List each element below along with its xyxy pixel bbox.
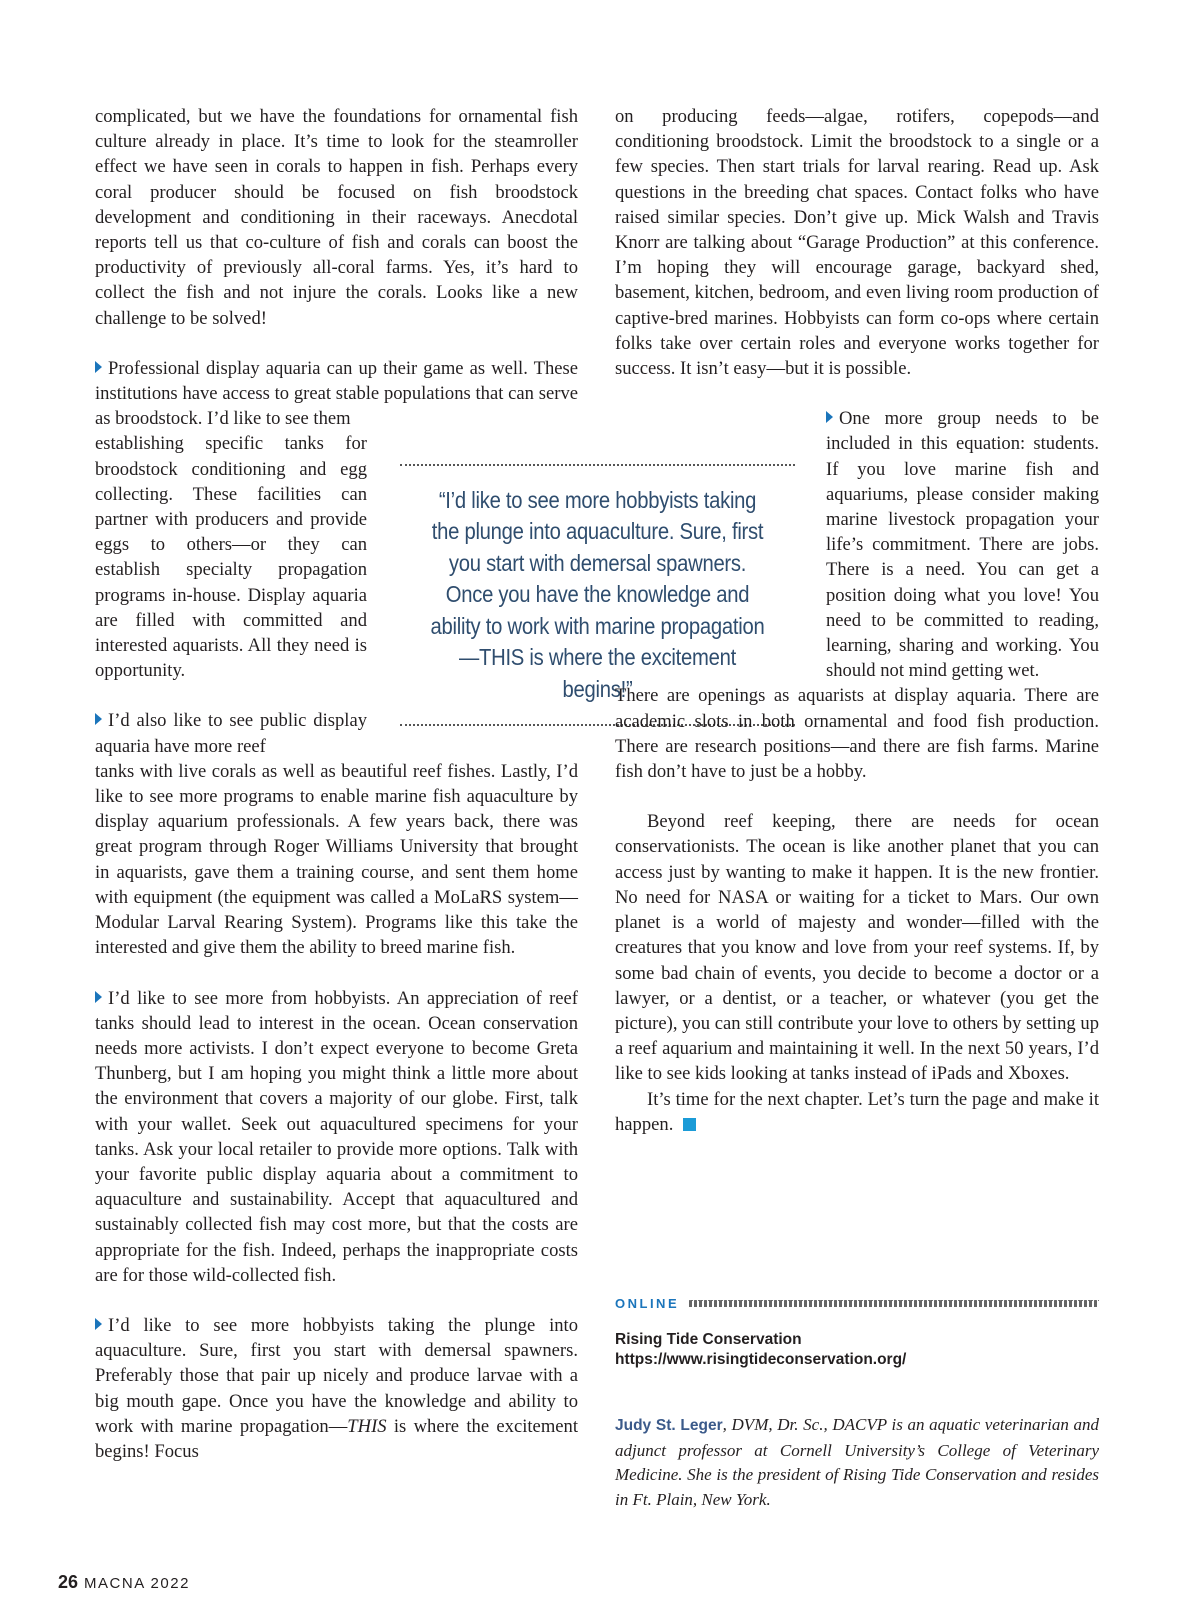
page-folio bbox=[58, 1572, 190, 1593]
bullet-icon bbox=[826, 411, 833, 423]
right-column bbox=[615, 104, 1099, 1137]
left-paragraph-3-narrow: I’d also like to see public display aquaria have more reef bbox=[95, 710, 367, 757]
link-title: Rising Tide Conservation bbox=[615, 1331, 802, 1348]
left-paragraph-4: I’d like to see more from hobbyists. An appreciation of reef tanks should lead to interest in the ocean. Ocean conservation needs more activists. I don’t expect everyone to become Greta Thunberg, but I am hoping you might think a little more about the environment that covers a majority of our globe. First, talk with your wallet. Seek out aquacultured specimens for your tanks. Ask your local retailer to provide more options. Talk with your favorite public display aquaria about a commitment to aquaculture and sustainability. Accept that aquacultured and sustainably collected fish may cost more, but that the costs are appropriate for the fish. Indeed, perhaps the inappropriate costs are for those wild-collected fish. bbox=[95, 987, 578, 1286]
left-paragraph-1: complicated, but we have the foundations for ornamental fish culture already in place. It’s time to look for the steamroller effect we have seen in corals to happen in fish. Perhaps every coral producer should be focused on fish broodstock development and conditioning in their raceways. Anecdotal reports tell us that co-culture of fish and corals can boost the productivity of previously all-coral farms. Yes, it’s hard to collect the fish and not injure the corals. Looks like a new challenge to be solved! bbox=[95, 106, 578, 329]
page-number: 26 bbox=[58, 1572, 79, 1592]
online-section-header bbox=[615, 1296, 1099, 1311]
left-paragraph-2-narrow: establishing specific tanks for broodstock conditioning and egg collecting. These facilities can partner with producers and provide eggs to others—or they can establish specialty propagation programs in-house. Display aquaria are filled with committed and interested aquarists. All they need is opportunity. bbox=[95, 433, 367, 682]
pull-quote-text: “I’d like to see more hobbyists taking the plunge into aquaculture. Sure, first you start with demersal spawners. Once you have the knowledge and ability to work with marine propagation—THIS is where the excitement begins!” bbox=[430, 486, 765, 702]
bullet-icon bbox=[95, 361, 102, 373]
author-bio: Judy St. Leger, DVM, Dr. Sc., DACVP is an aquatic veterinarian and adjunct professor at Cornell University’s College of Veterinary Medicine. She is the president of Rising Tide Conservation and resides in Ft. Plain, New York. bbox=[615, 1415, 1099, 1509]
bullet-icon bbox=[95, 991, 102, 1003]
end-mark-icon bbox=[683, 1118, 696, 1131]
right-paragraph-1: on producing feeds—algae, rotifers, copepods—and conditioning broodstock. Limit the broodstock to a single or a few species. Then start trials for larval rearing. Read up. Ask questions in the breeding chat spaces. Contact folks who have raised similar species. Don’t give up. Mick Walsh and Travis Knorr are talking about “Garage Production” at this conference. I’m hoping they will encourage garage, backyard shed, basement, kitchen, bedroom, and even living room production of captive-bred marines. Hobbyists can form co-ops where certain folks take over certain roles and everyone works together for success. It isn’t easy—but it is possible. bbox=[615, 106, 1099, 380]
online-divider bbox=[689, 1300, 1099, 1307]
author-name: Judy St. Leger bbox=[615, 1417, 723, 1434]
bullet-icon bbox=[95, 713, 102, 725]
left-paragraph-3-full: tanks with live corals as well as beautiful reef fishes. Lastly, I’d like to see more programs to enable marine fish aquaculture by display aquarium professionals. A few years back, there was great program through Roger Williams University that brought in aquarists, gave them a training course, and sent them home with equipment (the equipment was called a MoLaRS system—Modular Larval Rearing System). Programs like this take the interested and give them the ability to breed marine fish. bbox=[95, 760, 578, 959]
left-column bbox=[95, 104, 578, 1464]
right-paragraph-4: It’s time for the next chapter. Let’s turn the page and make it happen. bbox=[615, 1088, 1099, 1135]
left-paragraph-2-full: Professional display aquaria can up their game as well. These institutions have access to great stable populations that can serve as broodstock. I’d like to see them bbox=[95, 357, 578, 430]
bullet-icon bbox=[95, 1318, 102, 1330]
online-links bbox=[615, 1330, 906, 1370]
link-url[interactable]: https://www.risingtideconservation.org/ bbox=[615, 1351, 907, 1368]
right-paragraph-2-full: There are openings as aquarists at display aquaria. There are academic slots in both ornamental and food fish production. There are research positions—and there are fish farms. Marine fish don’t have to just be a hobby. bbox=[615, 685, 1099, 783]
online-label: ONLINE bbox=[615, 1296, 680, 1311]
left-paragraph-5: I’d like to see more hobbyists taking the plunge into aquaculture. Sure, first you start with demersal spawners. Preferably those that pair up nicely and produce larvae with a big mouth gape. Once you have the knowledge and ability to work with marine propagation—THIS is where the excitement begins! Focus bbox=[95, 1314, 578, 1462]
publication-name: MACNA 2022 bbox=[84, 1575, 190, 1592]
right-paragraph-2-narrow: One more group needs to be included in this equation: students. If you love marine fish and aquariums, please consider making marine livestock propagation your life’s commitment. There are jobs. There is a need. You can get a position doing what you love! You need to be committed to reading, learning, sharing and working. You should not mind getting wet. bbox=[826, 408, 1099, 682]
right-paragraph-3: Beyond reef keeping, there are needs for ocean conservationists. The ocean is like another planet that you can access just by wanting to make it happen. It is the new frontier. No need for NASA or waiting for a ticket to Mars. Our own planet is a world of majesty and wonder—filled with the creatures that you know and love from your reef systems. If, by some bad chain of events, you decide to become a doctor or a lawyer, or a dentist, or a teacher, or whatever (you get the picture), you can still contribute your love to others by setting up a reef aquarium and maintaining it well. In the next 50 years, I’d like to see kids looking at tanks instead of iPads and Xboxes. bbox=[615, 811, 1099, 1085]
